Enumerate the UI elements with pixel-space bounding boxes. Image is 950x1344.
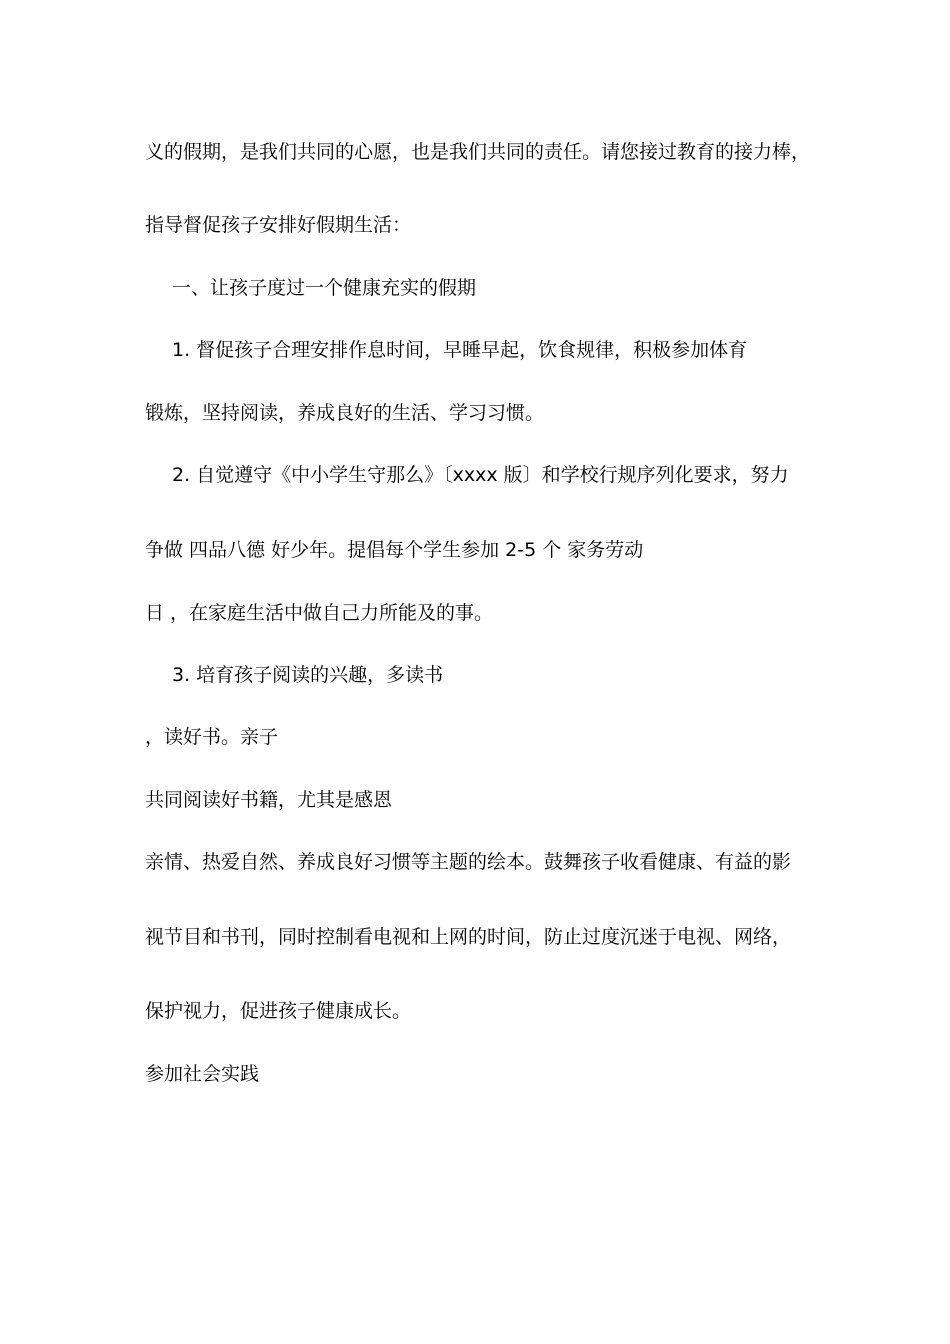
paragraph-line: 指导督促孩子安排好假期生活： [145, 214, 412, 236]
list-item: 2. 自觉遵守《中小学生守那么》〔xxxx 版〕和学校行规序列化要求，努力 [172, 464, 789, 486]
paragraph-line: 视节目和书刊，同时控制看电视和上网的时间，防止过度沉迷于电视、网络， [145, 926, 792, 948]
list-item: 1. 督促孩子合理安排作息时间，早睡早起，饮食规律，积极参加体育 [172, 339, 748, 361]
paragraph-line: 争做 四品八德 好少年。提倡每个学生参加 2-5 个 家务劳动 [145, 539, 644, 561]
paragraph-line: 义的假期，是我们共同的心愿，也是我们共同的责任。请您接过教育的接力棒， [145, 141, 811, 163]
paragraph-line: 亲情、热爱自然、养成良好习惯等主题的绘本。鼓舞孩子收看健康、有益的影 [145, 851, 792, 873]
paragraph-line: 锻炼，坚持阅读，养成良好的生活、学习习惯。 [145, 402, 545, 424]
paragraph-line: 保护视力，促进孩子健康成长。 [145, 1000, 412, 1022]
section-heading: 一、让孩子度过一个健康充实的假期 [172, 277, 477, 299]
paragraph-line: 日 ，在家庭生活中做自己力所能及的事。 [145, 602, 494, 624]
paragraph-line: 共同阅读好书籍，尤其是感恩 [145, 789, 393, 811]
list-item: 3. 培育孩子阅读的兴趣，多读书 [172, 664, 444, 686]
section-heading: 参加社会实践 [145, 1063, 260, 1085]
paragraph-line: ，读好书。亲子 [145, 726, 279, 748]
